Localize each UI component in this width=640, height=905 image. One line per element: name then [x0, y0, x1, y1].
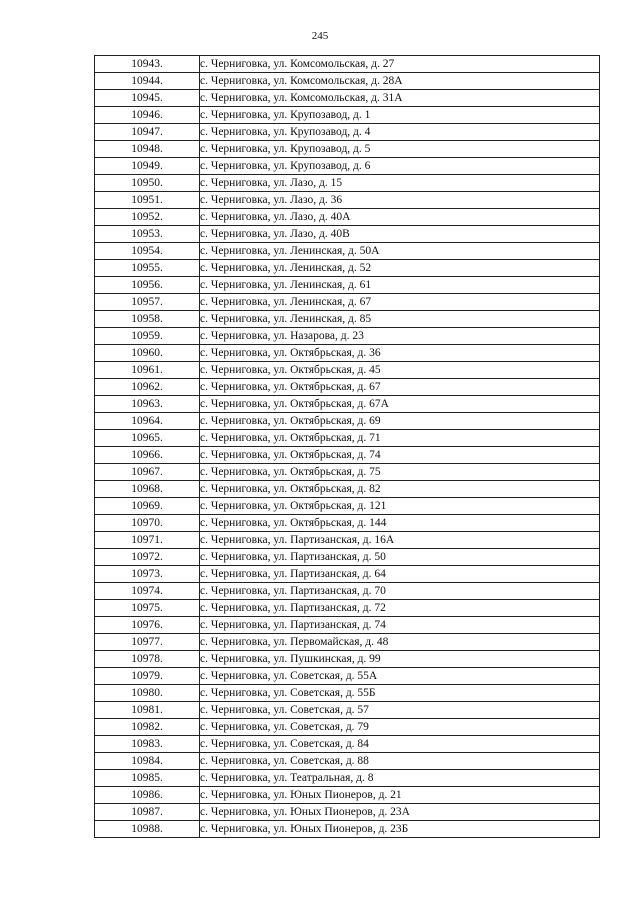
row-number-cell: 10944. — [95, 73, 200, 90]
address-cell: с. Черниговка, ул. Крупозавод, д. 6 — [200, 158, 600, 175]
table-row — [95, 396, 600, 413]
row-number-cell: 10958. — [95, 311, 200, 328]
table-row — [95, 56, 600, 73]
table-row — [95, 532, 600, 549]
address-cell: с. Черниговка, ул. Партизанская, д. 72 — [200, 600, 600, 617]
address-cell: с. Черниговка, ул. Октябрьская, д. 144 — [200, 515, 600, 532]
row-number-cell: 10988. — [95, 821, 200, 838]
row-number-cell: 10985. — [95, 770, 200, 787]
address-cell: с. Черниговка, ул. Ленинская, д. 52 — [200, 260, 600, 277]
row-number-cell: 10980. — [95, 685, 200, 702]
row-number-cell: 10975. — [95, 600, 200, 617]
address-cell: с. Черниговка, ул. Октябрьская, д. 121 — [200, 498, 600, 515]
address-cell: с. Черниговка, ул. Ленинская, д. 61 — [200, 277, 600, 294]
address-cell: с. Черниговка, ул. Октябрьская, д. 36 — [200, 345, 600, 362]
row-number-cell: 10983. — [95, 736, 200, 753]
table-row — [95, 447, 600, 464]
row-number-cell: 10981. — [95, 702, 200, 719]
row-number-cell: 10978. — [95, 651, 200, 668]
address-cell: с. Черниговка, ул. Октябрьская, д. 67 — [200, 379, 600, 396]
table-row — [95, 464, 600, 481]
table-row — [95, 583, 600, 600]
table-row — [95, 600, 600, 617]
table-row — [95, 498, 600, 515]
table-row — [95, 90, 600, 107]
address-cell: с. Черниговка, ул. Октябрьская, д. 45 — [200, 362, 600, 379]
row-number-cell: 10955. — [95, 260, 200, 277]
table-row — [95, 141, 600, 158]
row-number-cell: 10966. — [95, 447, 200, 464]
row-number-cell: 10949. — [95, 158, 200, 175]
table-row — [95, 158, 600, 175]
table-row — [95, 651, 600, 668]
address-cell: с. Черниговка, ул. Партизанская, д. 16А — [200, 532, 600, 549]
row-number-cell: 10967. — [95, 464, 200, 481]
table-row — [95, 260, 600, 277]
address-cell: с. Черниговка, ул. Октябрьская, д. 69 — [200, 413, 600, 430]
table-row — [95, 719, 600, 736]
address-cell: с. Черниговка, ул. Лазо, д. 40В — [200, 226, 600, 243]
row-number-cell: 10964. — [95, 413, 200, 430]
address-cell: с. Черниговка, ул. Партизанская, д. 64 — [200, 566, 600, 583]
row-number-cell: 10977. — [95, 634, 200, 651]
table-row — [95, 566, 600, 583]
table-row — [95, 175, 600, 192]
table-row — [95, 311, 600, 328]
address-cell: с. Черниговка, ул. Советская, д. 88 — [200, 753, 600, 770]
address-table-body — [95, 56, 600, 838]
address-cell: с. Черниговка, ул. Советская, д. 55Б — [200, 685, 600, 702]
row-number-cell: 10953. — [95, 226, 200, 243]
address-cell: с. Черниговка, ул. Лазо, д. 15 — [200, 175, 600, 192]
table-row — [95, 702, 600, 719]
row-number-cell: 10972. — [95, 549, 200, 566]
row-number-cell: 10954. — [95, 243, 200, 260]
address-cell: с. Черниговка, ул. Ленинская, д. 50А — [200, 243, 600, 260]
row-number-cell: 10961. — [95, 362, 200, 379]
row-number-cell: 10950. — [95, 175, 200, 192]
table-row — [95, 685, 600, 702]
row-number-cell: 10957. — [95, 294, 200, 311]
address-cell: с. Черниговка, ул. Советская, д. 84 — [200, 736, 600, 753]
row-number-cell: 10979. — [95, 668, 200, 685]
address-cell: с. Черниговка, ул. Партизанская, д. 74 — [200, 617, 600, 634]
table-row — [95, 753, 600, 770]
row-number-cell: 10947. — [95, 124, 200, 141]
row-number-cell: 10968. — [95, 481, 200, 498]
address-cell: с. Черниговка, ул. Комсомольская, д. 28А — [200, 73, 600, 90]
row-number-cell: 10974. — [95, 583, 200, 600]
address-cell: с. Черниговка, ул. Комсомольская, д. 27 — [200, 56, 600, 73]
address-cell: с. Черниговка, ул. Лазо, д. 36 — [200, 192, 600, 209]
row-number-cell: 10986. — [95, 787, 200, 804]
row-number-cell: 10959. — [95, 328, 200, 345]
address-cell: с. Черниговка, ул. Крупозавод, д. 4 — [200, 124, 600, 141]
address-cell: с. Черниговка, ул. Советская, д. 55А — [200, 668, 600, 685]
row-number-cell: 10971. — [95, 532, 200, 549]
row-number-cell: 10951. — [95, 192, 200, 209]
table-row — [95, 515, 600, 532]
table-row — [95, 770, 600, 787]
address-cell: с. Черниговка, ул. Пушкинская, д. 99 — [200, 651, 600, 668]
address-cell: с. Черниговка, ул. Юных Пионеров, д. 23А — [200, 804, 600, 821]
table-row — [95, 413, 600, 430]
table-row — [95, 243, 600, 260]
table-row — [95, 736, 600, 753]
table-row — [95, 617, 600, 634]
address-cell: с. Черниговка, ул. Октябрьская, д. 74 — [200, 447, 600, 464]
row-number-cell: 10943. — [95, 56, 200, 73]
row-number-cell: 10956. — [95, 277, 200, 294]
row-number-cell: 10945. — [95, 90, 200, 107]
row-number-cell: 10969. — [95, 498, 200, 515]
table-row — [95, 549, 600, 566]
table-row — [95, 668, 600, 685]
table-row — [95, 481, 600, 498]
table-row — [95, 634, 600, 651]
row-number-cell: 10987. — [95, 804, 200, 821]
row-number-cell: 10952. — [95, 209, 200, 226]
row-number-cell: 10976. — [95, 617, 200, 634]
address-cell: с. Черниговка, ул. Назарова, д. 23 — [200, 328, 600, 345]
row-number-cell: 10973. — [95, 566, 200, 583]
row-number-cell: 10970. — [95, 515, 200, 532]
address-cell: с. Черниговка, ул. Октябрьская, д. 75 — [200, 464, 600, 481]
row-number-cell: 10963. — [95, 396, 200, 413]
address-cell: с. Черниговка, ул. Октябрьская, д. 71 — [200, 430, 600, 447]
table-row — [95, 73, 600, 90]
table-row — [95, 328, 600, 345]
address-cell: с. Черниговка, ул. Октябрьская, д. 67А — [200, 396, 600, 413]
address-cell: с. Черниговка, ул. Советская, д. 57 — [200, 702, 600, 719]
address-cell: с. Черниговка, ул. Ленинская, д. 67 — [200, 294, 600, 311]
table-row — [95, 107, 600, 124]
table-row — [95, 362, 600, 379]
page-number: 245 — [311, 30, 329, 42]
address-cell: с. Черниговка, ул. Октябрьская, д. 82 — [200, 481, 600, 498]
table-row — [95, 379, 600, 396]
row-number-cell: 10946. — [95, 107, 200, 124]
table-row — [95, 124, 600, 141]
row-number-cell: 10982. — [95, 719, 200, 736]
row-number-cell: 10960. — [95, 345, 200, 362]
table-row — [95, 430, 600, 447]
table-row — [95, 294, 600, 311]
row-number-cell: 10948. — [95, 141, 200, 158]
address-table — [94, 55, 600, 838]
address-cell: с. Черниговка, ул. Партизанская, д. 70 — [200, 583, 600, 600]
address-cell: с. Черниговка, ул. Комсомольская, д. 31А — [200, 90, 600, 107]
table-row — [95, 192, 600, 209]
row-number-cell: 10962. — [95, 379, 200, 396]
table-row — [95, 226, 600, 243]
address-cell: с. Черниговка, ул. Крупозавод, д. 5 — [200, 141, 600, 158]
table-row — [95, 345, 600, 362]
address-cell: с. Черниговка, ул. Театральная, д. 8 — [200, 770, 600, 787]
row-number-cell: 10984. — [95, 753, 200, 770]
address-cell: с. Черниговка, ул. Партизанская, д. 50 — [200, 549, 600, 566]
address-cell: с. Черниговка, ул. Юных Пионеров, д. 23Б — [200, 821, 600, 838]
row-number-cell: 10965. — [95, 430, 200, 447]
address-cell: с. Черниговка, ул. Первомайская, д. 48 — [200, 634, 600, 651]
table-row — [95, 821, 600, 838]
address-cell: с. Черниговка, ул. Юных Пионеров, д. 21 — [200, 787, 600, 804]
table-row — [95, 209, 600, 226]
address-cell: с. Черниговка, ул. Лазо, д. 40А — [200, 209, 600, 226]
address-cell: с. Черниговка, ул. Советская, д. 79 — [200, 719, 600, 736]
address-cell: с. Черниговка, ул. Крупозавод, д. 1 — [200, 107, 600, 124]
table-row — [95, 787, 600, 804]
address-cell: с. Черниговка, ул. Ленинская, д. 85 — [200, 311, 600, 328]
table-row — [95, 277, 600, 294]
table-row — [95, 804, 600, 821]
